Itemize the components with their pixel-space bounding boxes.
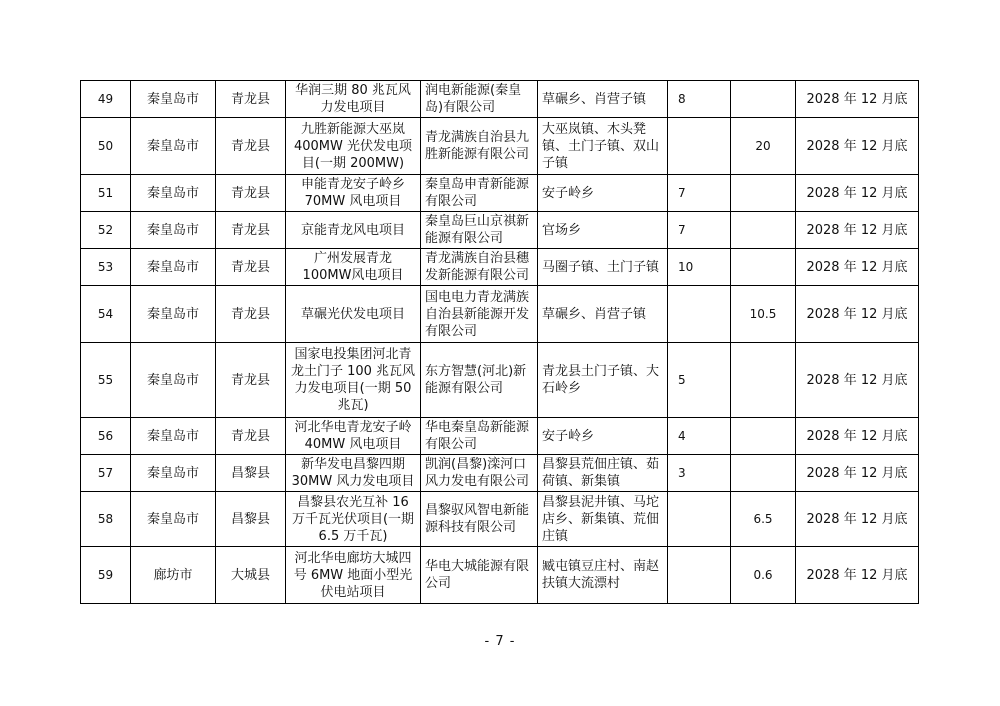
completion-date-cell: 2028 年 12 月底 [796, 343, 919, 418]
table-row [81, 492, 919, 547]
county-cell: 青龙县 [216, 249, 286, 286]
company-cell: 青龙满族自治县穗发新能源有限公司 [421, 249, 538, 286]
project-name-cell: 国家电投集团河北青龙土门子 100 兆瓦风力发电项目(一期 50兆瓦) [286, 343, 421, 418]
project-name-cell: 广州发展青龙 100MW风电项目 [286, 249, 421, 286]
wind-capacity-cell: 8 [668, 81, 731, 118]
location-cell: 青龙县土门子镇、大石岭乡 [538, 343, 668, 418]
city-cell: 秦皇岛市 [131, 343, 216, 418]
project-name-cell: 昌黎县农光互补 16 万千瓦光伏项目(一期6.5 万千瓦) [286, 492, 421, 547]
row-number: 52 [81, 212, 131, 249]
city-cell: 秦皇岛市 [131, 175, 216, 212]
row-number: 58 [81, 492, 131, 547]
completion-date-cell: 2028 年 12 月底 [796, 492, 919, 547]
solar-capacity-cell [731, 81, 796, 118]
county-cell: 青龙县 [216, 212, 286, 249]
city-cell: 秦皇岛市 [131, 286, 216, 343]
location-cell: 安子岭乡 [538, 175, 668, 212]
county-cell: 大城县 [216, 547, 286, 604]
wind-capacity-cell [668, 118, 731, 175]
city-cell: 廊坊市 [131, 547, 216, 604]
table-row [81, 212, 919, 249]
wind-capacity-cell: 10 [668, 249, 731, 286]
city-cell: 秦皇岛市 [131, 418, 216, 455]
company-cell: 国电电力青龙满族自治县新能源开发有限公司 [421, 286, 538, 343]
row-number: 57 [81, 455, 131, 492]
city-cell: 秦皇岛市 [131, 492, 216, 547]
completion-date-cell: 2028 年 12 月底 [796, 118, 919, 175]
table-row [81, 175, 919, 212]
solar-capacity-cell [731, 418, 796, 455]
city-cell: 秦皇岛市 [131, 212, 216, 249]
city-cell: 秦皇岛市 [131, 81, 216, 118]
location-cell: 草碾乡、肖营子镇 [538, 286, 668, 343]
row-number: 53 [81, 249, 131, 286]
project-name-cell: 华润三期 80 兆瓦风力发电项目 [286, 81, 421, 118]
table-row [81, 547, 919, 604]
project-name-cell: 九胜新能源大巫岚400MW 光伏发电项目(一期 200MW) [286, 118, 421, 175]
company-cell: 青龙满族自治县九胜新能源有限公司 [421, 118, 538, 175]
wind-capacity-cell: 7 [668, 175, 731, 212]
company-cell: 东方智慧(河北)新能源有限公司 [421, 343, 538, 418]
project-name-cell: 申能青龙安子岭乡70MW 风电项目 [286, 175, 421, 212]
city-cell: 秦皇岛市 [131, 118, 216, 175]
location-cell: 昌黎县荒佃庄镇、茹荷镇、新集镇 [538, 455, 668, 492]
location-cell: 昌黎县泥井镇、马坨店乡、新集镇、荒佃庄镇 [538, 492, 668, 547]
wind-capacity-cell: 7 [668, 212, 731, 249]
completion-date-cell: 2028 年 12 月底 [796, 175, 919, 212]
solar-capacity-cell [731, 175, 796, 212]
completion-date-cell: 2028 年 12 月底 [796, 249, 919, 286]
table-row [81, 286, 919, 343]
completion-date-cell: 2028 年 12 月底 [796, 212, 919, 249]
row-number: 55 [81, 343, 131, 418]
county-cell: 昌黎县 [216, 455, 286, 492]
county-cell: 青龙县 [216, 81, 286, 118]
project-name-cell: 新华发电昌黎四期30MW 风力发电项目 [286, 455, 421, 492]
county-cell: 青龙县 [216, 418, 286, 455]
county-cell: 昌黎县 [216, 492, 286, 547]
solar-capacity-cell: 0.6 [731, 547, 796, 604]
solar-capacity-cell [731, 455, 796, 492]
location-cell: 安子岭乡 [538, 418, 668, 455]
city-cell: 秦皇岛市 [131, 249, 216, 286]
solar-capacity-cell: 20 [731, 118, 796, 175]
project-name-cell: 草碾光伏发电项目 [286, 286, 421, 343]
location-cell: 马圈子镇、土门子镇 [538, 249, 668, 286]
county-cell: 青龙县 [216, 118, 286, 175]
page-number: - 7 - [484, 634, 516, 649]
completion-date-cell: 2028 年 12 月底 [796, 455, 919, 492]
solar-capacity-cell [731, 212, 796, 249]
wind-capacity-cell: 5 [668, 343, 731, 418]
county-cell: 青龙县 [216, 175, 286, 212]
table-row [81, 455, 919, 492]
company-cell: 润电新能源(秦皇岛)有限公司 [421, 81, 538, 118]
completion-date-cell: 2028 年 12 月底 [796, 286, 919, 343]
row-number: 56 [81, 418, 131, 455]
row-number: 54 [81, 286, 131, 343]
table-row [81, 118, 919, 175]
project-name-cell: 河北华电青龙安子岭40MW 风电项目 [286, 418, 421, 455]
project-name-cell: 河北华电廊坊大城四号 6MW 地面小型光伏电站项目 [286, 547, 421, 604]
county-cell: 青龙县 [216, 343, 286, 418]
company-cell: 秦皇岛申青新能源有限公司 [421, 175, 538, 212]
solar-capacity-cell: 6.5 [731, 492, 796, 547]
project-table [80, 80, 919, 604]
county-cell: 青龙县 [216, 286, 286, 343]
row-number: 49 [81, 81, 131, 118]
row-number: 59 [81, 547, 131, 604]
table-row [81, 81, 919, 118]
table-row [81, 418, 919, 455]
wind-capacity-cell [668, 286, 731, 343]
wind-capacity-cell [668, 492, 731, 547]
completion-date-cell: 2028 年 12 月底 [796, 418, 919, 455]
company-cell: 昌黎驭风智电新能源科技有限公司 [421, 492, 538, 547]
project-name-cell: 京能青龙风电项目 [286, 212, 421, 249]
table-row [81, 249, 919, 286]
company-cell: 秦皇岛巨山京祺新能源有限公司 [421, 212, 538, 249]
solar-capacity-cell [731, 343, 796, 418]
location-cell: 草碾乡、肖营子镇 [538, 81, 668, 118]
location-cell: 官场乡 [538, 212, 668, 249]
row-number: 51 [81, 175, 131, 212]
company-cell: 凯润(昌黎)滦河口风力发电有限公司 [421, 455, 538, 492]
wind-capacity-cell [668, 547, 731, 604]
company-cell: 华电秦皇岛新能源有限公司 [421, 418, 538, 455]
table-row [81, 343, 919, 418]
row-number: 50 [81, 118, 131, 175]
solar-capacity-cell: 10.5 [731, 286, 796, 343]
completion-date-cell: 2028 年 12 月底 [796, 547, 919, 604]
solar-capacity-cell [731, 249, 796, 286]
city-cell: 秦皇岛市 [131, 455, 216, 492]
company-cell: 华电大城能源有限公司 [421, 547, 538, 604]
wind-capacity-cell: 4 [668, 418, 731, 455]
wind-capacity-cell: 3 [668, 455, 731, 492]
location-cell: 臧屯镇豆庄村、南赵扶镇大流漂村 [538, 547, 668, 604]
completion-date-cell: 2028 年 12 月底 [796, 81, 919, 118]
location-cell: 大巫岚镇、木头凳镇、土门子镇、双山子镇 [538, 118, 668, 175]
